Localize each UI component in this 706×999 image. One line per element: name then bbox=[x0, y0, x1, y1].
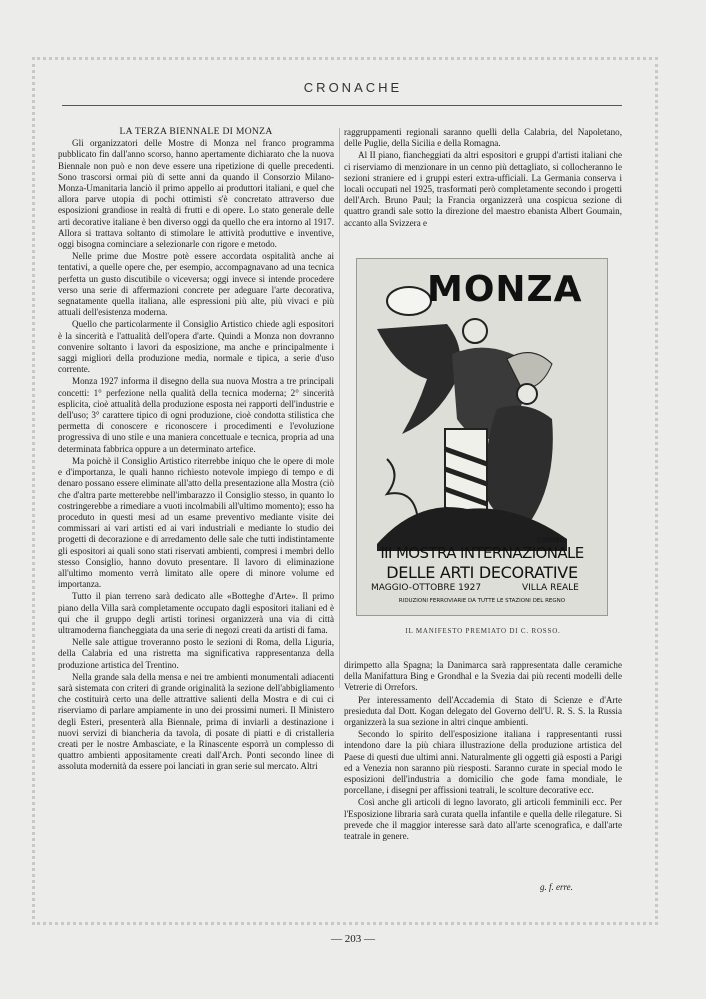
poster-caption: IL MANIFESTO PREMIATO DI C. ROSSO. bbox=[405, 627, 561, 635]
header-rule bbox=[62, 105, 622, 106]
poster-venue: VILLA REALE bbox=[522, 583, 579, 593]
poster-title: MONZA bbox=[427, 269, 583, 310]
poster-line2: DELLE ARTI DECORATIVE bbox=[386, 563, 578, 582]
paragraph: raggruppamenti regionali saranno quelli della Calabria, del Napoletano, delle Puglie, della Sicilia e della Romagna. bbox=[344, 127, 622, 149]
right-column-top bbox=[344, 127, 622, 230]
poster-image bbox=[356, 258, 608, 616]
section-header: CRONACHE bbox=[303, 80, 403, 95]
poster-footer: RIDUZIONI FERROVIARIE DA TUTTE LE STAZIONI DEL REGNO bbox=[398, 598, 566, 604]
paragraph: Al II piano, fiancheggiati da altri espositori e gruppi d'artisti italiani che ci riserviamo di menzionare in un cenno più dettagliato, si collocheranno le sezioni straniere ed i gruppi esteri extra-ufficiali. La Germania conserva i locali occupati nel 1925, trasformati però completamente secondo i progetti dell'Arch. Bruno Paul; la Francia organizzerà una cospicua sezione di quattro grandi sale sotto la direzione del maestro ebanista Albert Goumain, accanto alla Svizzera e bbox=[344, 150, 622, 228]
paragraph: Monza 1927 informa il disegno della sua nuova Mostra a tre principali concetti: 1° perfezione nella qualità della tecnica moderna; 2° sincerità esplicita, cioè attualità della produzione esposta nei rapporti dell'industrie e dell'uso; 3° carattere tipico di ogni produzione, cioè condotta stilistica che permetta di conoscere e riconoscere i procedimenti e l'evoluzione progressiva di uno stile e una maniera concettuale e tecnica, propria ad una determinata fabbrica oppure a un determinato artefice. bbox=[58, 376, 334, 454]
paragraph: Per interessamento dell'Accademia di Stato di Scienze e d'Arte presieduta dal Dott. Kogan delegato del Governo dell'U. R. S. S. la Russia organizzerà la sua sezione in altri cinque ambienti. bbox=[344, 694, 622, 728]
paragraph: Quello che particolarmente il Consiglio Artistico chiede agli espositori è la sincerità e l'attualità dell'opera d'arte. Quindi a Monza non dovranno convenire soltanto i lavori da esposizione, ma anche e principalmente i saggi migliori della produzione media, normale e tipica, a serie d'uso corrente. bbox=[58, 319, 334, 375]
poster-line1: III MOSTRA INTERNAZIONALE bbox=[380, 544, 584, 562]
column-separator bbox=[339, 128, 340, 688]
paragraph: Nella grande sala della mensa e nei tre ambienti monumentali adiacenti sarà sistemata con criteri di grande originalità la sezione dell'abbigliamento che costituirà certo una delle attrattive salienti della Mostra e di cui ci riserviamo di parlare ampiamente in uno dei prossimi numeri. Il Ministero degli Esteri, presenterà alla Biennale, prima di inviarli a destinazione i nuovi servizi di biancheria da tavola, di posate di piatti e di cristalleria creati per le nostre Ambasciate, e la Rinascente esporrà un complesso di quattro ambienti appositamente creati dall'Arch. Ponti secondo linee di assoluta modernità da essere poi lanciati in gran serie sul mercato. Altri bbox=[58, 671, 334, 772]
poster-dates: MAGGIO-OTTOBRE 1927 bbox=[371, 583, 482, 593]
paragraph: Così anche gli articoli di legno lavorato, gli articoli femminili ecc. Per l'Esposizione libraria sarà curata quella infantile e quella delle rilegature. Si prevede che il maggior interesse sarà dato all'arte scenografica, e dall'arte teatrale in genere. bbox=[344, 797, 622, 842]
right-column-bottom bbox=[344, 660, 622, 843]
signature: g. f. erre. bbox=[540, 882, 573, 892]
paragraph: dirimpetto alla Spagna; la Danimarca sarà rappresentata dalle ceramiche della Manifattura Bing e Grondhal e la Svezia dai più recenti modelli delle Vetrerie di Orrefors. bbox=[344, 660, 622, 693]
paragraph: Tutto il pian terreno sarà dedicato alle «Botteghe d'Arte». Il primo piano della Villa sarà completamente occupato dagli espositori italiani ed è qui che il gruppo degli artisti torinesi organizzerà una via di città ultramoderna fiancheggiata da una serie di negozi creati da artisti di fama. bbox=[58, 591, 334, 635]
paragraph: Secondo lo spirito dell'esposizione italiana i rappresentanti russi intendono dare la più chiara illustrazione della produzione artistica del Paese di questi due ultimi anni. Naturalmente gli oggetti già esposti a Parigi ed a Venezia non saranno più riesposti. Saranno curate in special modo le esposizioni dell'industria a domicilio che gode fama mondiale, le porcellane, i disegni per affissioni teatrali, le scolture decorative ecc. bbox=[344, 729, 622, 796]
left-column bbox=[58, 126, 334, 774]
paragraph: Nelle sale attigue troveranno posto le sezioni di Roma, della Liguria, della Calabria ed una ristretta ma significativa rappresentanza della produzione artistica del Trentino. bbox=[58, 637, 334, 670]
paragraph: Ma poichè il Consiglio Artistico riterrebbe iniquo che le opere di mole e d'importanza, le quali hanno richiesto notevole impiego di tempo e di denaro possano essere eliminate all'atto della presentazione alla Mostra (ciò che d'altra parte metterebbe nell'imbarazzo il Consiglio stesso, in quanto lo costringerebbe a rimediare a vuoti incolmabili all'ultimo momento); esso ha proceduto in questi mesi ad un esame preventivo mediante visite dei commissari ai vari artisti ed ai vari industriali e mediante lo studio dei progetti di decorazione e di arredamento delle sale che tutti indistintamente gli espositori ai quali sono stati riservati ambienti, compresi i membri dello stesso Consiglio, hanno dovuto presentare. Il lavoro di eliminazione all'ultimo momento verrà limitato alle opere di minore volume ed importanza. bbox=[58, 455, 334, 590]
page-number: — 203 — bbox=[331, 933, 375, 945]
paragraph: Nelle prime due Mostre potè essere accordata ospitalità anche ai tentativi, a quelle opere che, per esempio, accompagnavano ad una tecnica perfetta un gusto discutibile o viceversa; oggi invece si intende procedere verso una serie di affermazioni concrete per adeguare l'arte decorativa, segnatamente quella italiana, alle espressioni più alte, più vivaci e più attuali dell'esistenza moderna. bbox=[58, 251, 334, 318]
paragraph: Gli organizzatori delle Mostre di Monza nel franco programma pubblicato fin dall'anno scorso, hanno apertamente dichiarato che la nuova Biennale non può e non deve essere una ripetizione di quelle precedenti. Sono trascorsi ormai più di sette anni da quando il Consorzio Milano-Monza-Umanitaria lanciò il primo appello ai produttori italiani, e quel che allora parve utopia di pochi ottimisti s'è concretato attraverso due esposizioni grandiose in realtà di frutti e di opere. Lo stato generale delle arti decorative italiane è ben diverso oggi da quello che era intorno al 1917. Allora si trattava soltanto di stimolare le attività produttive e inventive, oggi bisogna cominciare a selezionarle con rigore e metodo. bbox=[58, 138, 334, 250]
article-title: LA TERZA BIENNALE DI MONZA bbox=[119, 126, 273, 137]
poster-artist: C.ROSSO bbox=[537, 537, 565, 544]
